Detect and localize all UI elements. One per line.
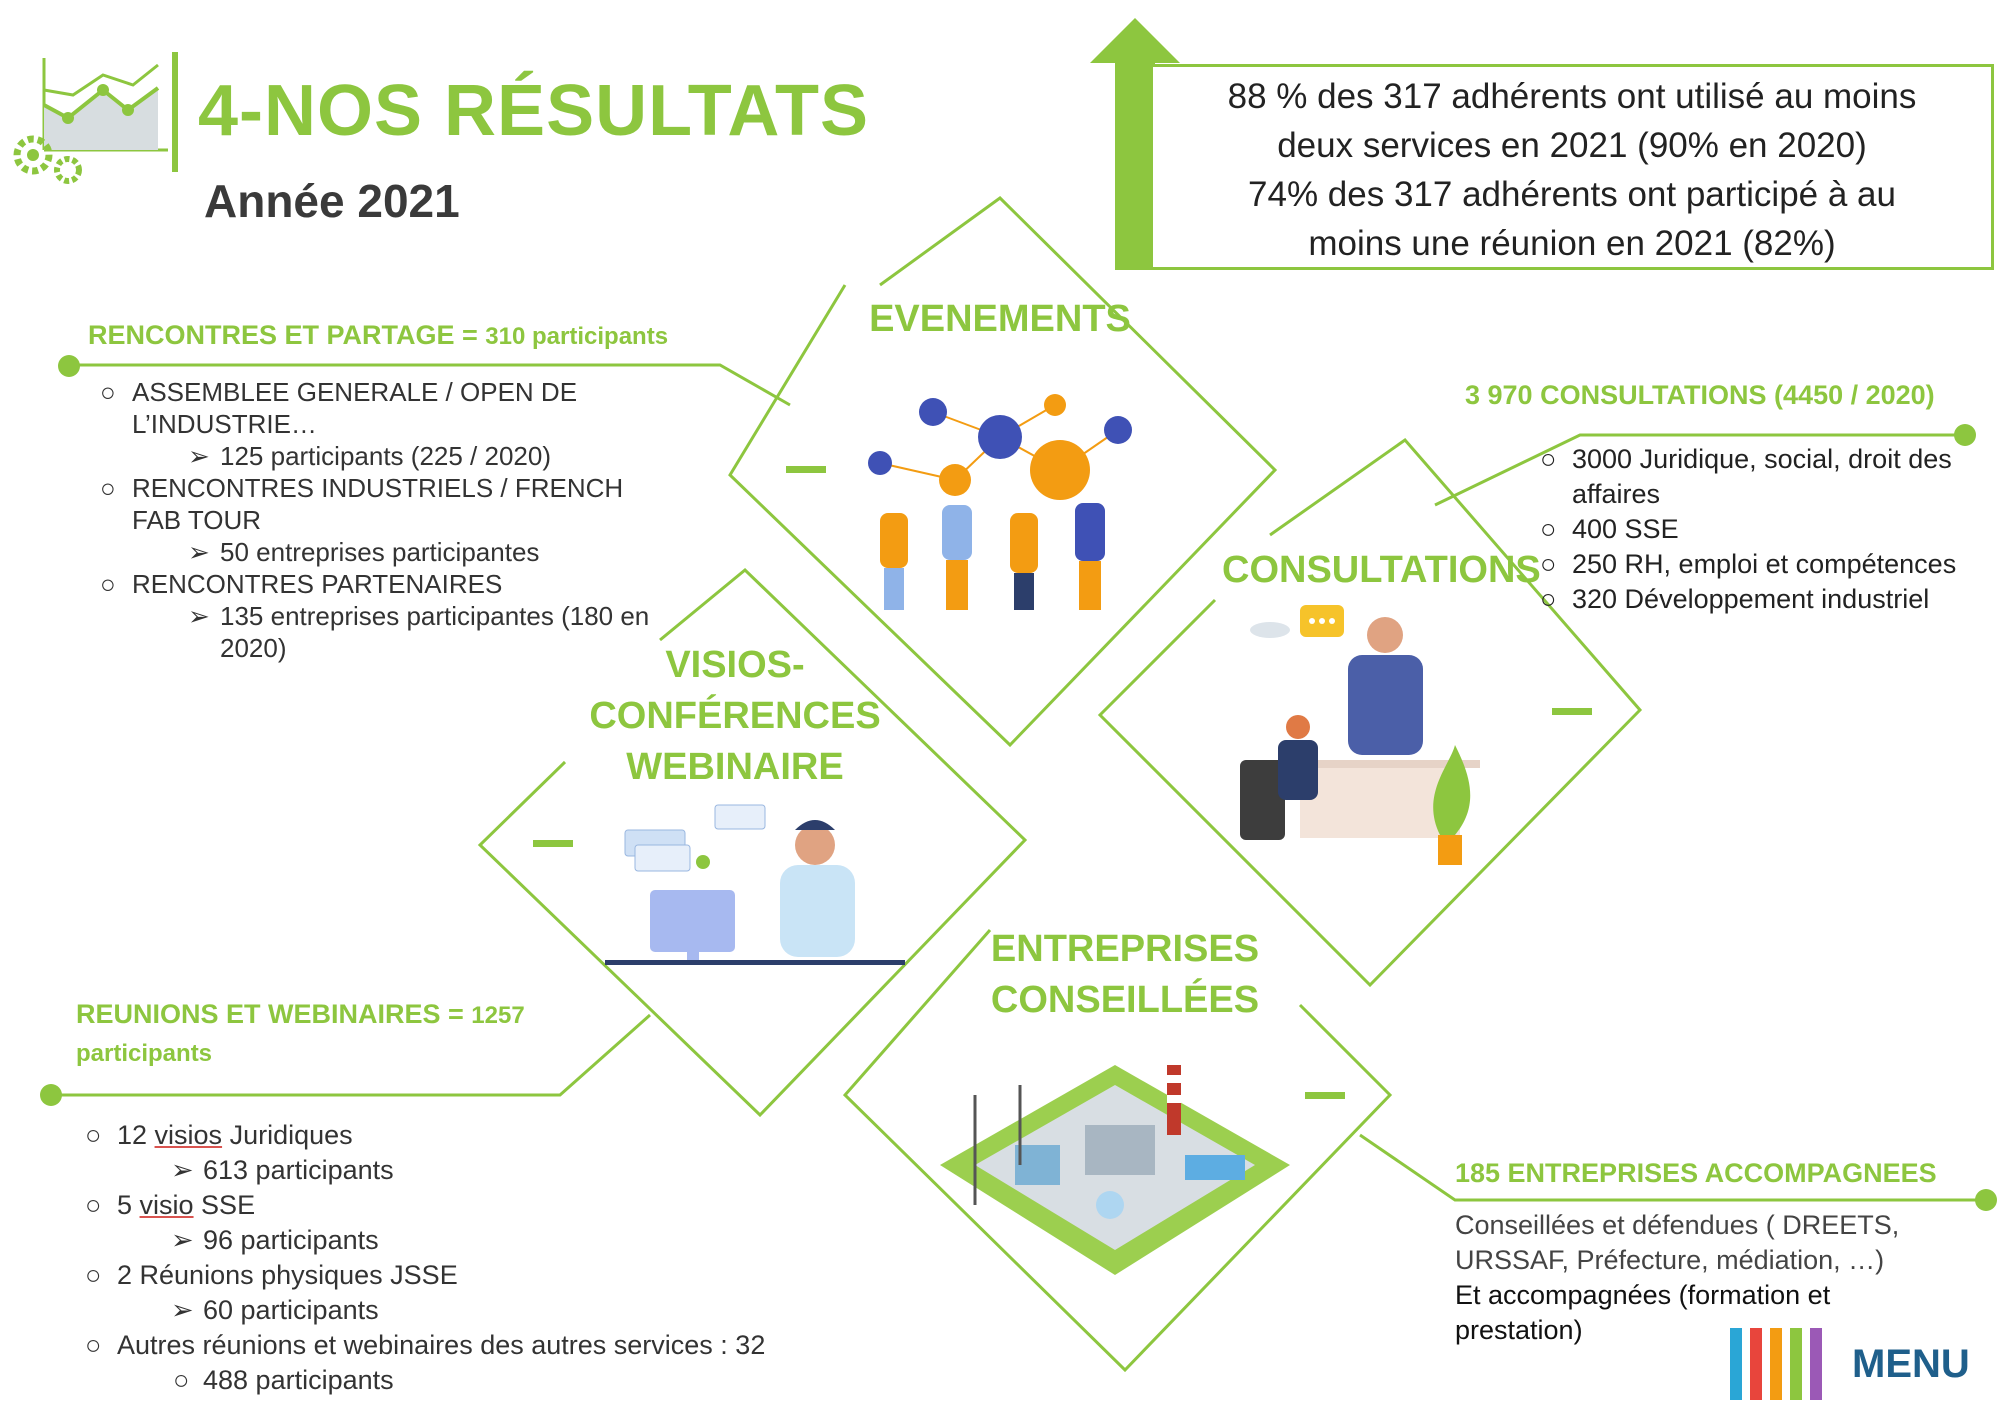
visios-label-line: CONFÉRENCES <box>589 695 881 737</box>
list-subitem: ○ 488 participants <box>85 1363 885 1398</box>
list-subitem: ➢ 613 participants <box>85 1153 885 1188</box>
diamond-dash <box>533 840 573 847</box>
arrow-bullet-icon: ➢ <box>171 1225 194 1255</box>
evenements-label: EVENEMENTS <box>869 298 1131 340</box>
list-item: ○ 2 Réunions physiques JSSE <box>85 1258 885 1293</box>
industrial-site-illustration <box>935 1055 1295 1280</box>
list-item: ○ ASSEMBLEE GENERALE / OPEN DE L’INDUSTRIE… <box>100 377 578 439</box>
arrow-bullet-icon: ➢ <box>171 1155 194 1185</box>
circle-bullet-icon: ○ <box>1540 444 1557 474</box>
arrow-bullet-icon: ➢ <box>188 537 210 567</box>
reunions-heading-text: REUNIONS ET WEBINAIRES = <box>76 999 472 1029</box>
consultation-office-illustration <box>1240 595 1500 875</box>
stats-line: deux services en 2021 (90% en 2020) <box>1277 126 1867 165</box>
visios-label-line: WEBINAIRE <box>626 746 844 788</box>
rencontres-heading-text: RENCONTRES ET PARTAGE = <box>88 320 486 350</box>
connector-dot <box>40 1084 62 1106</box>
circle-bullet-icon: ○ <box>85 1260 102 1290</box>
consultations-label: CONSULTATIONS <box>1222 549 1541 591</box>
circle-bullet-icon: ○ <box>173 1365 190 1395</box>
circle-bullet-icon: ○ <box>1540 514 1557 544</box>
entreprises-heading: 185 ENTREPRISES ACCOMPAGNEES <box>1455 1158 1937 1188</box>
connector-dot <box>1975 1189 1997 1211</box>
circle-bullet-icon: ○ <box>85 1120 102 1150</box>
list-item: ○ 5 visio SSE <box>85 1188 885 1223</box>
diamond-dash <box>1552 708 1592 715</box>
rencontres-heading <box>88 320 668 351</box>
list-item: ○ 400 SSE <box>1540 512 1995 547</box>
entreprises-label-line: CONSEILLÉES <box>990 979 1260 1021</box>
menu-bar-icon <box>1810 1328 1822 1400</box>
reunions-heading-count: 1257 <box>471 1002 525 1029</box>
entreprises-line: Conseillées et défendues ( DREETS, <box>1455 1210 1900 1240</box>
entreprises-line: Et accompagnées (formation et <box>1455 1280 1831 1310</box>
circle-bullet-icon: ○ <box>1540 584 1557 614</box>
visios-label-line: VISIOS- <box>665 644 805 686</box>
menu-label: MENU <box>1852 1342 1970 1386</box>
circle-bullet-icon: ○ <box>100 377 116 407</box>
reunions-heading <box>76 995 525 1073</box>
arrow-bullet-icon: ➢ <box>188 601 210 631</box>
people-network-illustration <box>860 385 1150 615</box>
circle-bullet-icon: ○ <box>85 1190 102 1220</box>
list-subitem: ➢ 96 participants <box>85 1223 885 1258</box>
circle-bullet-icon: ○ <box>85 1330 102 1360</box>
list-subitem: ➢ 125 participants (225 / 2020) <box>188 441 551 471</box>
circle-bullet-icon: ○ <box>100 473 116 503</box>
stats-line: moins une réunion en 2021 (82%) <box>1308 224 1836 263</box>
list-item: ○ 250 RH, emploi et compétences <box>1540 547 1995 582</box>
list-subitem: ➢ 50 entreprises participantes <box>188 537 540 567</box>
reunions-heading-count-line2: participants <box>76 1040 213 1067</box>
page-subtitle-year: Année 2021 <box>204 175 460 227</box>
arrow-bullet-icon: ➢ <box>171 1295 194 1325</box>
menu-bar-icon <box>1730 1328 1742 1400</box>
arrow-bullet-icon: ➢ <box>188 441 210 471</box>
menu-bar-icon <box>1750 1328 1762 1400</box>
list-item: ○ 12 visios Juridiques <box>85 1118 885 1153</box>
diamond-dash <box>1305 1092 1345 1099</box>
menu-button[interactable] <box>1730 1328 1970 1406</box>
stats-line: 88 % des 317 adhérents ont utilisé au moins <box>1227 77 1917 116</box>
diamond-dash <box>786 466 826 473</box>
reunions-list <box>85 1118 885 1398</box>
entreprises-line: URSSAF, Préfecture, médiation, …) <box>1455 1245 1885 1275</box>
list-item: ○ Autres réunions et webinaires des autres services : 32 <box>85 1328 885 1363</box>
entreprises-label-line: ENTREPRISES <box>990 928 1260 970</box>
webinar-illustration <box>605 800 905 970</box>
list-item: ○ 3000 Juridique, social, droit des affaires <box>1540 444 1952 509</box>
entreprises-text <box>1455 1208 1975 1348</box>
entreprises-line: prestation) <box>1455 1315 1583 1345</box>
list-subitem: ➢ 135 entreprises participantes (180 en 2020) <box>188 601 650 663</box>
stats-line: 74% des 317 adhérents ont participé à au <box>1248 175 1896 214</box>
page-title: 4-NOS RÉSULTATS <box>198 71 870 151</box>
rencontres-heading-count: 310 participants <box>485 323 669 350</box>
list-subitem: ➢ 60 participants <box>85 1293 885 1328</box>
menu-bar-icon <box>1770 1328 1782 1400</box>
connector-dot <box>58 355 80 377</box>
consultations-heading: 3 970 CONSULTATIONS (4450 / 2020) <box>1465 380 1935 410</box>
list-item: ○ RENCONTRES INDUSTRIELS / FRENCH FAB TOUR <box>100 473 624 535</box>
consultations-list <box>1540 442 1995 617</box>
circle-bullet-icon: ○ <box>1540 549 1557 579</box>
list-item: ○ RENCONTRES PARTENAIRES <box>100 569 503 599</box>
menu-bar-icon <box>1790 1328 1802 1400</box>
entreprises-label <box>975 924 1275 1026</box>
list-item: ○ 320 Développement industriel <box>1540 582 1995 617</box>
circle-bullet-icon: ○ <box>100 569 116 599</box>
rencontres-list <box>100 376 680 664</box>
